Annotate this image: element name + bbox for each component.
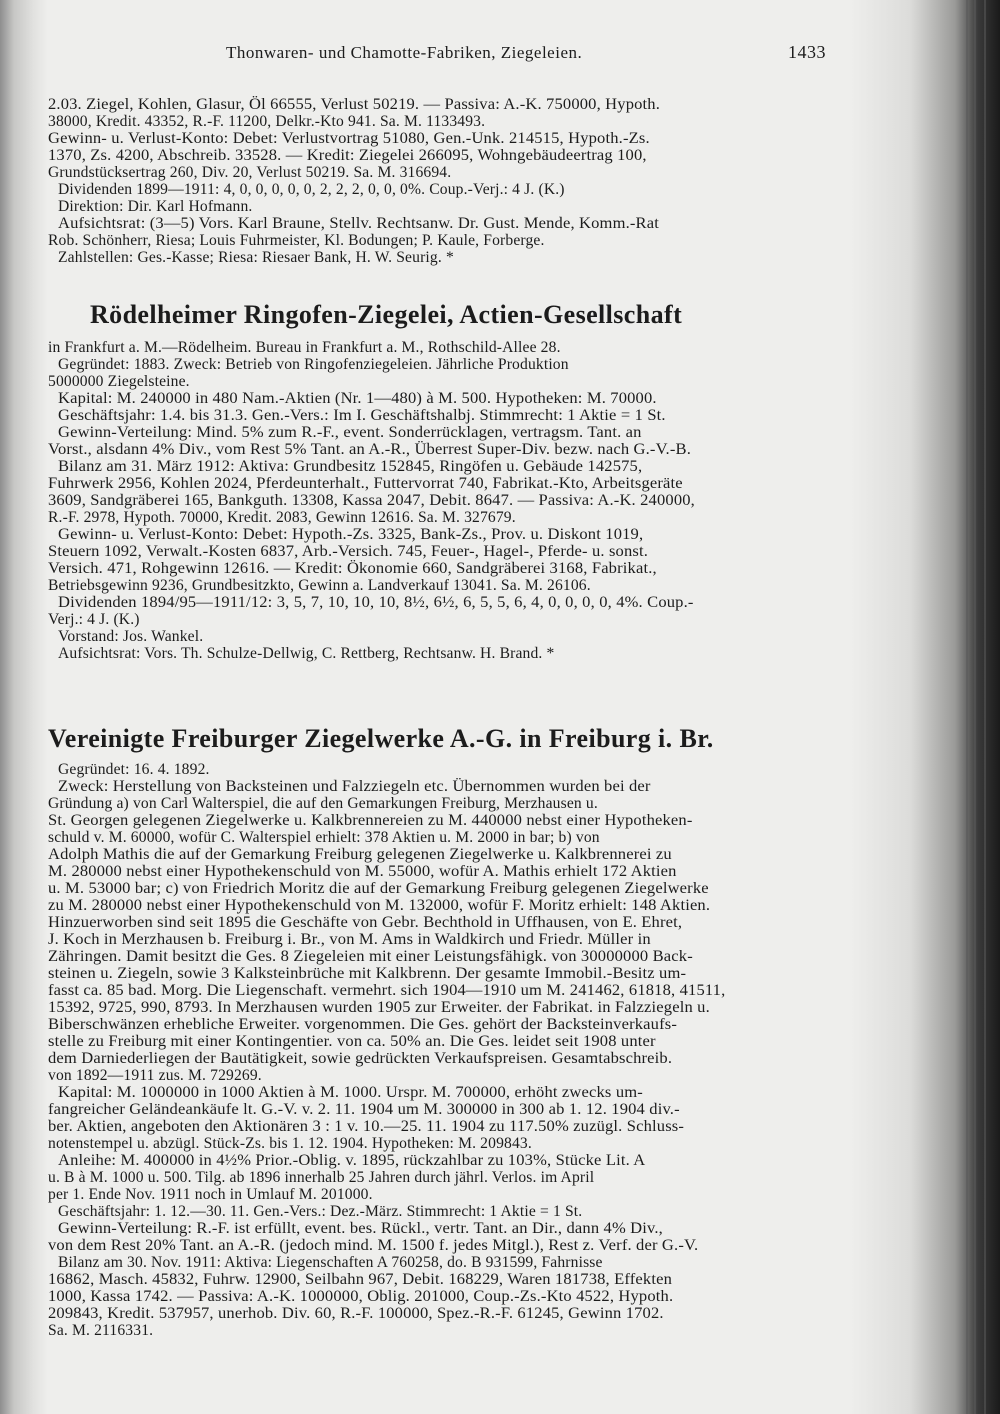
text-line: Gewinn- u. Verlust-Konto: Debet: Hypoth.-Zs. 3325, Bank-Zs., Prov. u. Diskont 1019,	[58, 526, 644, 543]
text-line: 15392, 9725, 990, 8793. In Merzhausen wurden 1905 zur Erweiter. der Fabrikat. in Falzziegeln u.	[48, 999, 710, 1016]
text-line: Gewinn-Verteilung: R.-F. ist erfüllt, event. bes. Rückl., vertr. Tant. an Dir., dann 4% Div.,	[58, 1220, 663, 1237]
text-line: Dividenden 1894/95—1911/12: 3, 5, 7, 10, 10, 10, 8½, 6½, 6, 5, 5, 6, 4, 0, 0, 0, 0, 4%. Coup.-	[58, 594, 694, 611]
text-line: 3609, Sandgräberei 165, Bankguth. 13308, Kassa 2047, Debit. 8647. — Passiva: A.-K. 240000,	[48, 492, 695, 509]
text-line: in Frankfurt a. M.—Rödelheim. Bureau in Frankfurt a. M., Rothschild-Allee 28.	[48, 339, 561, 356]
text-line: fangreicher Geländeankäufe lt. G.-V. v. 2. 11. 1904 um M. 300000 in 300 ab 1. 12. 1904 div.-	[48, 1101, 680, 1118]
text-line: 209843, Kredit. 537957, unerhob. Div. 60, R.-F. 100000, Spez.-R.-F. 61245, Gewinn 1702.	[48, 1305, 664, 1322]
text-line: 38000, Kredit. 43352, R.-F. 11200, Delkr.-Kto 941. Sa. M. 1133493.	[48, 113, 486, 130]
text-line: Rob. Schönherr, Riesa; Louis Fuhrmeister, Kl. Bodungen; P. Kaule, Forberge.	[48, 232, 545, 249]
text-line: Sa. M. 2116331.	[48, 1322, 154, 1339]
text-line: schuld v. M. 60000, wofür C. Walterspiel erhielt: 378 Aktien u. M. 2000 in bar; b) von	[48, 829, 600, 846]
text-line: M. 280000 nebst einer Hypothekenschuld von M. 55000, wofür A. Mathis erhielt 172 Aktien	[48, 863, 677, 880]
text-line: Gewinn- u. Verlust-Konto: Debet: Verlustvortrag 51080, Gen.-Unk. 214515, Hypoth.-Zs.	[48, 130, 650, 147]
text-line: Anleihe: M. 400000 in 4½% Prior.-Oblig. v. 1895, rückzahlbar zu 103%, Stücke Lit. A	[58, 1152, 646, 1169]
text-line: steinen u. Ziegeln, sowie 3 Kalksteinbrüche mit Kalkbrenn. Der gesamte Immobil.-Besitz um-	[48, 965, 687, 982]
text-line: u. B à M. 1000 u. 500. Tilg. ab 1896 innerhalb 25 Jahren durch jährl. Verlos. im April	[48, 1169, 595, 1186]
text-line: zu M. 280000 nebst einer Hypothekenschuld von M. 132000, wofür F. Moritz erhielt: 148 Aktien.	[48, 897, 711, 914]
text-line: Bilanz am 30. Nov. 1911: Aktiva: Liegenschaften A 760258, do. B 931599, Fahrnisse	[58, 1254, 603, 1271]
text-line: von 1892—1911 zus. M. 729269.	[48, 1067, 262, 1084]
text-line: Geschäftsjahr: 1. 12.—30. 11. Gen.-Vers.: Dez.-März. Stimmrecht: 1 Aktie = 1 St.	[58, 1203, 583, 1220]
text-line: stelle zu Freiburg mit einer Kontingentier. von ca. 50% an. Die Ges. leidet seit 1908 unter	[48, 1033, 656, 1050]
text-line: Grundstücksertrag 260, Div. 20, Verlust 50219. Sa. M. 316694.	[48, 164, 452, 181]
text-line: ber. Aktien, angeboten den Aktionären 3 : 1 v. 10.—25. 11. 1904 zu 117.50% zuzügl. Schluss-	[48, 1118, 685, 1135]
text-line: von dem Rest 20% Tant. an A.-R. (jedoch mind. M. 1500 f. jedes Mitgl.), Rest z. Verf. der G.-V.	[48, 1237, 699, 1254]
text-line: 5000000 Ziegelsteine.	[48, 373, 190, 390]
text-line: 1370, Zs. 4200, Abschreib. 33528. — Kredit: Ziegelei 266095, Wohngebäudeertrag 100,	[48, 147, 647, 164]
text-line: Dividenden 1899—1911: 4, 0, 0, 0, 0, 0, 2, 2, 2, 0, 0, 0%. Coup.-Verj.: 4 J. (K.)	[58, 181, 565, 198]
company-title: Rödelheimer Ringofen-Ziegelei, Actien-Gesellschaft	[90, 300, 683, 329]
text-line: per 1. Ende Nov. 1911 noch in Umlauf M. 201000.	[48, 1186, 373, 1203]
text-line: R.-F. 2978, Hypoth. 70000, Kredit. 2083, Gewinn 12616. Sa. M. 327679.	[48, 509, 516, 526]
text-line: Kapital: M. 240000 in 480 Nam.-Aktien (Nr. 1—480) à M. 500. Hypotheken: M. 70000.	[58, 390, 657, 407]
text-line: Zweck: Herstellung von Backsteinen und Falzziegeln etc. Übernommen wurden bei der	[58, 778, 651, 795]
text-line: Steuern 1092, Verwalt.-Kosten 6837, Arb.-Versich. 745, Feuer-, Hagel-, Pferde- u. sonst.	[48, 543, 649, 560]
text-line: Zahlstellen: Ges.-Kasse; Riesa: Riesaer Bank, H. W. Seurig. *	[58, 249, 454, 266]
text-line: Biberschwänzen erhebliche Erweiter. vorgenommen. Die Ges. gehört der Backsteinverkaufs-	[48, 1016, 678, 1033]
text-line: Kapital: M. 1000000 in 1000 Aktien à M. 1000. Urspr. M. 700000, erhöht zwecks um-	[58, 1084, 643, 1101]
text-line: 1000, Kassa 1742. — Passiva: A.-K. 1000000, Oblig. 201000, Coup.-Zs.-Kto 4522, Hypoth.	[48, 1288, 674, 1305]
text-line: Gegründet: 16. 4. 1892.	[58, 761, 210, 778]
text-line: Betriebsgewinn 9236, Grundbesitzkto, Gewinn a. Landverkauf 13041. Sa. M. 26106.	[48, 577, 591, 594]
text-line: Versich. 471, Rohgewinn 12616. — Kredit: Ökonomie 660, Sandgräberei 3168, Fabrikat.,	[48, 560, 657, 577]
scan-left-edge	[0, 0, 48, 1414]
text-line: Vorstand: Jos. Wankel.	[58, 628, 204, 645]
text-line: u. M. 53000 bar; c) von Friedrich Moritz die auf der Gemarkung Freiburg gelegenen Ziegelwerke	[48, 880, 709, 897]
text-line: Bilanz am 31. März 1912: Aktiva: Grundbesitz 152845, Ringöfen u. Gebäude 142575,	[58, 458, 643, 475]
text-line: Verj.: 4 J. (K.)	[48, 611, 140, 628]
scan-right-edge	[850, 0, 1000, 1414]
text-line: fasst ca. 85 bad. Morg. Die Liegenschaft. vermehrt. sich 1904—1910 um M. 241462, 61818, 41511,	[48, 982, 726, 999]
text-line: Fuhrwerk 2956, Kohlen 2024, Pferdeunterhalt., Futtervorrat 740, Fabrikat.-Kto, Arbeitsgeräte	[48, 475, 683, 492]
page-number: 1433	[788, 42, 826, 62]
text-line: Gründung a) von Carl Walterspiel, die auf den Gemarkungen Freiburg, Merzhausen u.	[48, 795, 598, 812]
text-line: notenstempel u. abzügl. Stück-Zs. bis 1. 12. 1904. Hypotheken: M. 209843.	[48, 1135, 532, 1152]
text-line: Adolph Mathis die auf der Gemarkung Freiburg gelegenen Ziegelwerke u. Kalkbrennerei zu	[48, 846, 672, 863]
text-line: Direktion: Dir. Karl Hofmann.	[58, 198, 253, 215]
text-line: Zähringen. Damit besitzt die Ges. 8 Ziegeleien mit einer Leistungsfähigk. von 30000000 Back-	[48, 948, 693, 965]
text-line: 2.03. Ziegel, Kohlen, Glasur, Öl 66555, Verlust 50219. — Passiva: A.-K. 750000, Hypoth.	[48, 96, 661, 113]
text-line: Aufsichtsrat: (3—5) Vors. Karl Braune, Stellv. Rechtsanw. Dr. Gust. Mende, Komm.-Rat	[58, 215, 659, 232]
text-line: 16862, Masch. 45832, Fuhrw. 12900, Seilbahn 967, Debit. 168229, Waren 181738, Effekten	[48, 1271, 673, 1288]
document-page	[48, 0, 858, 1414]
text-line: J. Koch in Merzhausen b. Freiburg i. Br., von M. Ams in Waldkirch und Friedr. Müller in	[48, 931, 651, 948]
text-line: Vorst., alsdann 4% Div., vom Rest 5% Tant. an A.-R., Überrest Super-Div. bezw. nach G.-V.-B.	[48, 441, 692, 458]
text-line: Aufsichtsrat: Vors. Th. Schulze-Dellwig, C. Rettberg, Rechtsanw. H. Brand. *	[58, 645, 555, 662]
text-line: Gewinn-Verteilung: Mind. 5% zum R.-F., event. Sonderrücklagen, vertragsm. Tant. an	[58, 424, 642, 441]
text-line: dem Darniederliegen der Bautätigkeit, sowie gedrückten Verkaufspreisen. Gesamtabschreib.	[48, 1050, 673, 1067]
text-line: Hinzuerworben sind seit 1895 die Geschäfte von Gebr. Bechthold in Uffhausen, von E. Ehret,	[48, 914, 683, 931]
running-header: Thonwaren- und Chamotte-Fabriken, Ziegeleien.	[226, 43, 583, 62]
text-line: Geschäftsjahr: 1.4. bis 31.3. Gen.-Vers.: Im I. Geschäftshalbj. Stimmrecht: 1 Aktie = 1 St.	[58, 407, 666, 424]
text-line: Gegründet: 1883. Zweck: Betrieb von Ringofenziegeleien. Jährliche Produktion	[58, 356, 569, 373]
company-title: Vereinigte Freiburger Ziegelwerke A.-G. in Freiburg i. Br.	[48, 724, 714, 753]
text-line: St. Georgen gelegenen Ziegelwerke u. Kalkbrennereien zu M. 440000 nebst einer Hypotheken-	[48, 812, 693, 829]
